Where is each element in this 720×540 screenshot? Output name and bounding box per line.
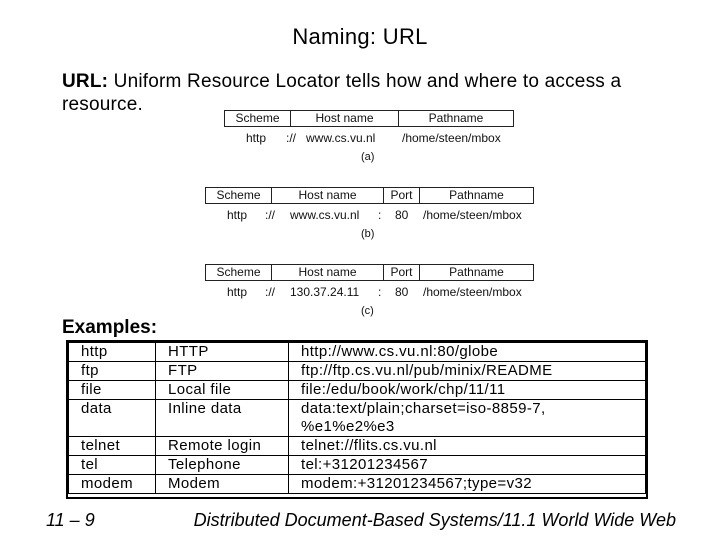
figure-a-separator: :// <box>286 131 297 145</box>
figure-b-header-path: Pathname <box>449 188 504 202</box>
slide-number: 11 – 9 <box>46 510 95 530</box>
figure-b-host: www.cs.vu.nl <box>290 208 360 222</box>
figure-b-port: 80 <box>395 208 409 222</box>
description-cell: Modem <box>156 475 289 494</box>
figure-c-header-host: Host name <box>272 265 384 280</box>
table-row <box>69 456 646 475</box>
figure-b-caption: (b) <box>361 228 375 240</box>
examples-table <box>68 342 646 494</box>
footer-course-title: Distributed Document-Based Systems/11.1 World Wide Web <box>193 510 676 530</box>
example-cell <box>289 400 646 437</box>
figure-b-header-scheme: Scheme <box>206 188 272 203</box>
figure-a-caption: (a) <box>361 151 375 163</box>
scheme-cell: ftp <box>69 362 156 381</box>
examples-heading: Examples: <box>62 317 158 338</box>
intro-text: Uniform Resource Locator tells how and where to access a resource. <box>62 71 622 115</box>
figure-b-header <box>205 187 534 204</box>
examples-table-wrapper <box>66 340 648 499</box>
description-cell: Telephone <box>156 456 289 475</box>
table-row <box>69 437 646 456</box>
scheme-cell: file <box>69 381 156 400</box>
description-cell: Local file <box>156 381 289 400</box>
table-row <box>69 475 646 494</box>
figure-c-separator: :// <box>265 285 276 299</box>
table-row <box>69 343 646 362</box>
figure-a-header-scheme: Scheme <box>225 111 291 126</box>
description-cell: FTP <box>156 362 289 381</box>
figure-b-header-port: Port <box>384 188 420 203</box>
figure-c-port: 80 <box>395 285 409 299</box>
figure-b-scheme: http <box>227 208 248 222</box>
figure-c-header-port: Port <box>384 265 420 280</box>
example-cell: modem:+31201234567;type=v32 <box>289 475 646 494</box>
figure-c-header-scheme: Scheme <box>206 265 272 280</box>
intro-label: URL: <box>62 71 109 92</box>
figure-a-header <box>224 110 514 127</box>
scheme-cell: tel <box>69 456 156 475</box>
scheme-cell: http <box>69 343 156 362</box>
example-line-1: data:text/plain;charset=iso-8859-7, <box>301 400 546 417</box>
figure-a-header-path: Pathname <box>428 111 484 125</box>
description-cell: HTTP <box>156 343 289 362</box>
example-cell: ftp://ftp.cs.vu.nl/pub/minix/README <box>289 362 646 381</box>
figure-c-host: 130.37.24.11 <box>290 285 360 299</box>
figure-c-header-path: Pathname <box>449 265 504 279</box>
table-row <box>69 400 646 437</box>
slide-title: Naming: URL <box>292 24 428 49</box>
figure-a-host: www.cs.vu.nl <box>306 131 376 145</box>
table-row <box>69 381 646 400</box>
scheme-cell: data <box>69 400 156 437</box>
figure-a-scheme: http <box>246 131 267 145</box>
example-cell: http://www.cs.vu.nl:80/globe <box>289 343 646 362</box>
example-cell: tel:+31201234567 <box>289 456 646 475</box>
example-cell: file:/edu/book/work/chp/11/11 <box>289 381 646 400</box>
figure-c-colon: : <box>378 285 382 299</box>
example-cell: telnet://flits.cs.vu.nl <box>289 437 646 456</box>
figure-b-colon: : <box>378 208 382 222</box>
scheme-cell: telnet <box>69 437 156 456</box>
figure-c-scheme: http <box>227 285 248 299</box>
table-row <box>69 362 646 381</box>
figure-a-path: /home/steen/mbox <box>402 131 501 145</box>
figure-a-header-host: Host name <box>291 111 399 126</box>
figure-b-header-host: Host name <box>272 188 384 203</box>
description-cell: Inline data <box>156 400 289 437</box>
figure-b-separator: :// <box>265 208 276 222</box>
scheme-cell: modem <box>69 475 156 494</box>
figure-c-path: /home/steen/mbox <box>423 285 522 299</box>
figure-c-caption: (c) <box>361 305 374 317</box>
figure-b-path: /home/steen/mbox <box>423 208 522 222</box>
figure-c-header <box>205 264 534 281</box>
description-cell: Remote login <box>156 437 289 456</box>
example-line-2: %e1%e2%e3 <box>301 418 395 435</box>
